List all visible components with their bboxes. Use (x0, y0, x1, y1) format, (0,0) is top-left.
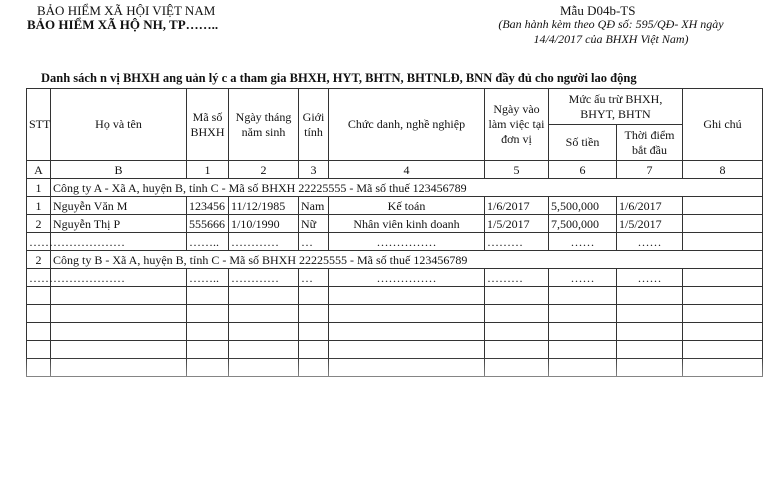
empty-cell (187, 323, 229, 341)
company-info: Công ty A - Xã A, huyện B, tỉnh C - Mã số BHXH 22225555 - Mã số thuế 123456789 (51, 179, 763, 197)
empty-cell (187, 305, 229, 323)
placeholder-row (27, 269, 763, 287)
empty-cell (51, 287, 187, 305)
branch-name: BẢO HIỂM XÃ HỘ NH, TP…….. (27, 17, 219, 32)
index-cell: 6 (549, 161, 617, 179)
col-gender: Giới tính (299, 89, 329, 161)
empty-cell (549, 287, 617, 305)
placeholder-cell: ……………… (51, 269, 187, 287)
empty-cell (683, 323, 763, 341)
empty-cell (187, 287, 229, 305)
empty-cell (617, 323, 683, 341)
col-amount: Số tiền (549, 125, 617, 161)
empty-cell (485, 305, 549, 323)
index-cell: 4 (329, 161, 485, 179)
issuance-line-1: (Ban hành kèm theo QĐ số: 595/QĐ- XH ngày (498, 17, 724, 31)
empty-cell (229, 305, 299, 323)
index-row (27, 161, 763, 179)
row-begin: 1/5/2017 (617, 215, 683, 233)
empty-cell (299, 323, 329, 341)
row-position: Nhân viên kinh doanh (329, 215, 485, 233)
placeholder-cell: …….. (187, 269, 229, 287)
placeholder-cell: …………… (329, 269, 485, 287)
company-info: Công ty B - Xã A, huyện B, tỉnh C - Mã số BHXH 22225555 - Mã số thuế 123456789 (51, 251, 763, 269)
empty-cell (27, 287, 51, 305)
list-title: Danh sách n vị BHXH ang uản lý c a tham gia BHXH, HYT, BHTN, BHTNLĐ, BNN đầy đủ cho người lao động (41, 71, 637, 85)
row-start: 1/5/2017 (485, 215, 549, 233)
company-stt: 1 (27, 179, 51, 197)
empty-cell (27, 305, 51, 323)
empty-cell (229, 323, 299, 341)
row-stt: 1 (27, 197, 51, 215)
col-begin: Thời điểm bắt đầu (617, 125, 683, 161)
col-note: Ghi chú (683, 89, 763, 161)
row-note (683, 215, 763, 233)
placeholder-cell: …… (617, 269, 683, 287)
row-gender: Nữ (299, 215, 329, 233)
placeholder-cell: …… (27, 269, 51, 287)
form-issuance-note (456, 17, 766, 47)
placeholder-cell: ………… (229, 233, 299, 251)
placeholder-cell: … (299, 269, 329, 287)
empty-cell (485, 287, 549, 305)
table-row (27, 197, 763, 215)
empty-row (27, 305, 763, 323)
empty-cell (299, 305, 329, 323)
empty-cell (683, 305, 763, 323)
row-position: Kế toán (329, 197, 485, 215)
empty-cell (683, 287, 763, 305)
index-cell: B (51, 161, 187, 179)
col-position: Chức danh, nghề nghiệp (329, 89, 485, 161)
col-start: Ngày vào làm việc tại đơn vị (485, 89, 549, 161)
placeholder-cell: ………… (229, 269, 299, 287)
empty-cell (51, 305, 187, 323)
placeholder-row (27, 233, 763, 251)
placeholder-cell (683, 233, 763, 251)
index-cell: 1 (187, 161, 229, 179)
empty-cell (229, 287, 299, 305)
placeholder-cell: …… (549, 269, 617, 287)
empty-cell (617, 305, 683, 323)
empty-cell (329, 323, 485, 341)
company-row-a (27, 179, 763, 197)
index-cell: 5 (485, 161, 549, 179)
row-dob: 1/10/1990 (229, 215, 299, 233)
row-bhxh: 555666 (187, 215, 229, 233)
col-bhxh: Mã số BHXH (187, 89, 229, 161)
placeholder-cell: ……… (485, 269, 549, 287)
empty-cell (299, 287, 329, 305)
company-row-b (27, 251, 763, 269)
bottom-fade-overlay (0, 356, 768, 480)
placeholder-cell: …… (27, 233, 51, 251)
row-name: Nguyễn Văn M (51, 197, 187, 215)
issuance-line-2: 14/4/2017 của BHXH Việt Nam) (533, 32, 689, 46)
empty-cell (549, 323, 617, 341)
empty-cell (549, 305, 617, 323)
row-note (683, 197, 763, 215)
company-stt: 2 (27, 251, 51, 269)
index-cell: 3 (299, 161, 329, 179)
col-deduct-group: Mức ấu trừ BHXH, BHYT, BHTN (549, 89, 683, 125)
index-cell: 2 (229, 161, 299, 179)
row-stt: 2 (27, 215, 51, 233)
empty-cell (51, 323, 187, 341)
placeholder-cell: …………… (329, 233, 485, 251)
empty-row (27, 323, 763, 341)
empty-cell (485, 323, 549, 341)
index-cell: A (27, 161, 51, 179)
col-name: Họ và tên (51, 89, 187, 161)
placeholder-cell: …… (549, 233, 617, 251)
empty-cell (27, 323, 51, 341)
placeholder-cell: … (299, 233, 329, 251)
placeholder-cell: ……………… (51, 233, 187, 251)
col-dob: Ngày tháng năm sinh (229, 89, 299, 161)
empty-cell (617, 287, 683, 305)
table-row (27, 215, 763, 233)
header-row (27, 89, 763, 125)
empty-cell (329, 287, 485, 305)
placeholder-cell (683, 269, 763, 287)
row-amount: 5,500,000 (549, 197, 617, 215)
col-stt: STT (27, 89, 51, 161)
employee-table (26, 88, 763, 377)
row-name: Nguyễn Thị P (51, 215, 187, 233)
index-cell: 7 (617, 161, 683, 179)
agency-name: BẢO HIỂM XÃ HỘI VIỆT NAM (37, 3, 216, 18)
empty-cell (329, 305, 485, 323)
placeholder-cell: ……… (485, 233, 549, 251)
row-gender: Nam (299, 197, 329, 215)
placeholder-cell: …… (617, 233, 683, 251)
row-bhxh: 123456 (187, 197, 229, 215)
row-dob: 11/12/1985 (229, 197, 299, 215)
form-code: Mẫu D04b-TS (560, 3, 636, 18)
row-begin: 1/6/2017 (617, 197, 683, 215)
row-start: 1/6/2017 (485, 197, 549, 215)
index-cell: 8 (683, 161, 763, 179)
row-amount: 7,500,000 (549, 215, 617, 233)
placeholder-cell: …….. (187, 233, 229, 251)
empty-row (27, 287, 763, 305)
